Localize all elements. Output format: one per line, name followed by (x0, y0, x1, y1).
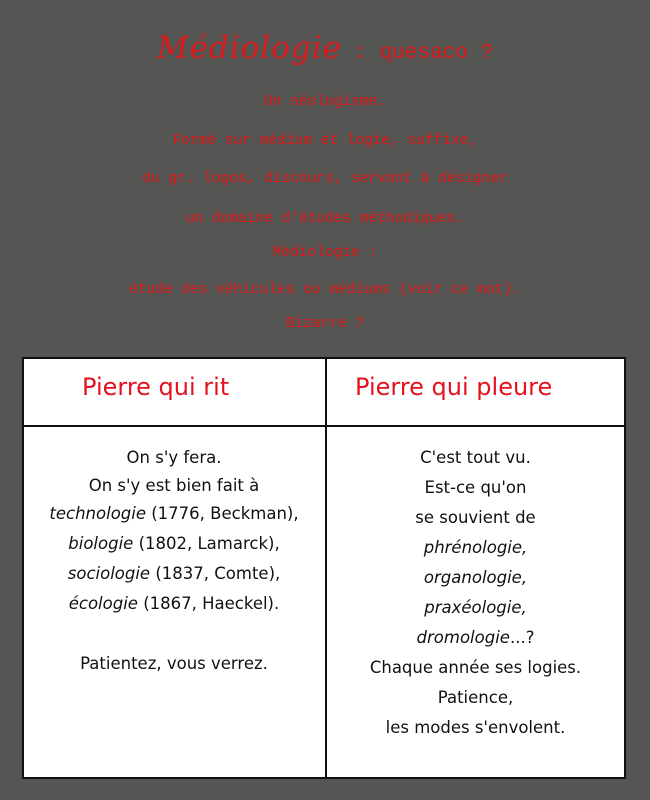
text-line: On s'y est bien fait à (88, 476, 260, 495)
title-script-word: Médiologie (156, 30, 342, 66)
right-column-heading: Pierre qui pleure (355, 373, 553, 401)
text-line: Patientez, vous verrez. (80, 654, 268, 673)
text-line: les modes s'envolent. (385, 718, 566, 737)
header-divider (24, 425, 624, 427)
intro-line: Formé sur médium et logie, suffixe, (172, 133, 478, 149)
text-line: Est-ce qu'on (424, 478, 527, 497)
text-line: Patience, (437, 688, 514, 707)
text-line: se souvient de (415, 508, 536, 527)
text-line: dromologie...? (416, 628, 535, 647)
text-line: biologie (1802, Lamarck), (68, 534, 280, 553)
text-line: C'est tout vu. (420, 448, 531, 467)
text-line: Chaque année ses logies. (369, 658, 582, 677)
left-column-body (24, 443, 324, 679)
intro-line: Médiologie : (272, 245, 378, 261)
comparison-table (22, 357, 626, 779)
text-line: praxéologie, (424, 598, 527, 617)
blank-line (24, 619, 324, 649)
right-column-body (327, 443, 624, 743)
text-line: phrénologie, (423, 538, 528, 557)
intro-line: du gr. logos, discours, servant à désigner (142, 171, 508, 187)
text-line: technologie (1776, Beckman), (49, 504, 299, 523)
title-question: : quesaco ? (341, 42, 494, 65)
page-title (0, 30, 650, 66)
text-line: écologie (1867, Haeckel). (68, 594, 280, 613)
intro-line: Bizarre ? (285, 316, 365, 332)
text-line: On s'y fera. (126, 448, 222, 467)
intro-line: Un néologisme. (264, 94, 386, 110)
left-column-heading: Pierre qui rit (82, 373, 230, 401)
intro-line: étude des véhicules ou médiums (voir ce mot). (129, 282, 521, 298)
intro-line: un domaine d'études méthodiques. (185, 211, 465, 227)
text-line: organologie, (423, 568, 528, 587)
text-line: sociologie (1837, Comte), (67, 564, 281, 583)
